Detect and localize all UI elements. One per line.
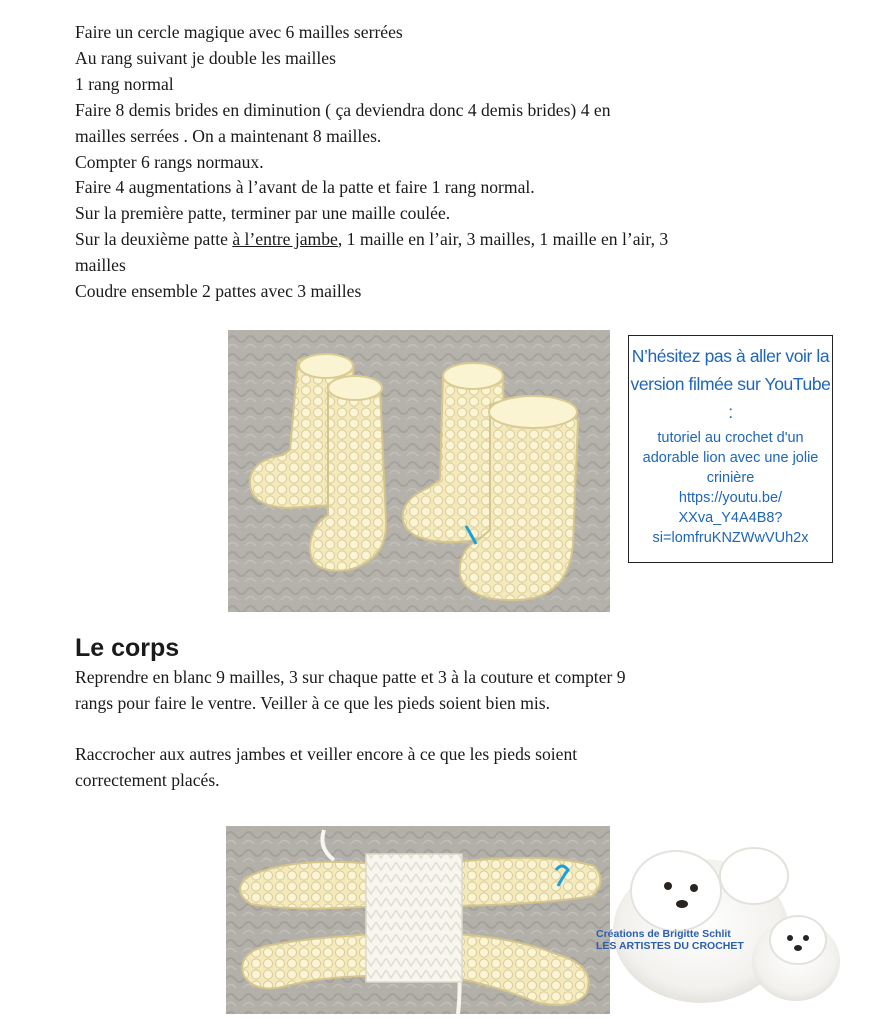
youtube-heading-line: version filmée sur YouTube : xyxy=(630,374,831,422)
youtube-text-line: tutoriel au crochet d'un xyxy=(657,430,804,446)
second-leg-prefix: Sur la deuxième patte xyxy=(75,229,233,250)
dog-nose-icon xyxy=(676,900,688,908)
instruction-line: 1 rang normal xyxy=(75,73,174,94)
dog-nose-icon xyxy=(794,945,802,951)
youtube-heading xyxy=(629,342,832,426)
youtube-info-box xyxy=(628,335,833,563)
watermark-line: LES ARTISTES DU CROCHET xyxy=(596,940,744,952)
youtube-heading-line: N’hésitez pas à aller voir la xyxy=(631,346,830,366)
paragraph-line: rangs pour faire le ventre. Veiller à ce que les pieds soient bien mis. xyxy=(75,692,551,713)
corps-paragraph-2 xyxy=(75,742,815,794)
instruction-line: Faire un cercle magique avec 6 mailles serrées xyxy=(75,22,403,42)
paragraph-line: Reprendre en blanc 9 mailles, 3 sur chaque patte et 3 à la couture et compter 9 xyxy=(75,667,626,687)
instruction-line: mailles serrées . On a maintenant 8 mailles. xyxy=(75,125,382,146)
instruction-line: Faire 8 demis brides en diminution ( ça deviendra donc 4 demis brides) 4 en xyxy=(75,99,611,120)
entre-jambe-underlined: à l’entre jambe xyxy=(232,229,338,250)
second-leg-line xyxy=(75,227,815,253)
big-dog-head xyxy=(631,851,721,931)
crochet-leg-upper-right xyxy=(456,858,601,906)
instruction-line: Faire 4 augmentations à l’avant de la patte et faire 1 rang normal. xyxy=(75,177,535,198)
dog-eye-icon xyxy=(787,935,793,941)
youtube-link[interactable]: si=lomfruKNZWwVUh2x xyxy=(652,530,809,546)
youtube-link[interactable]: XXva_Y4A4B8? xyxy=(678,510,783,526)
instruction-line: Au rang suivant je double les mailles xyxy=(75,47,336,68)
dog-eye-icon xyxy=(690,884,698,892)
intro-instructions xyxy=(75,20,815,305)
watermark-signature xyxy=(596,928,786,952)
youtube-link[interactable]: https://youtu.be/ xyxy=(678,490,783,506)
section-title: Le corps xyxy=(75,634,180,662)
body-photo xyxy=(226,826,610,1014)
second-leg-suffix: , 1 maille en l’air, 3 mailles, 1 maille en l’air, 3 xyxy=(337,229,669,250)
instruction-line: Sur la première patte, terminer par une maille coulée. xyxy=(75,203,451,224)
big-dog-ear xyxy=(720,848,788,904)
youtube-text-line: crinière xyxy=(706,470,755,486)
dog-eye-icon xyxy=(664,882,672,890)
second-leg-line-2: mailles xyxy=(75,255,126,276)
paragraph-line: Raccrocher aux autres jambes et veiller encore à ce que les pieds soient xyxy=(75,744,578,764)
watermark-dogs-image xyxy=(606,836,846,1014)
corps-paragraph-1 xyxy=(75,665,815,717)
legs-photo xyxy=(228,330,610,612)
sew-line: Coudre ensemble 2 pattes avec 3 mailles xyxy=(75,281,362,302)
paragraph-line: correctement placés. xyxy=(75,769,220,790)
youtube-description xyxy=(629,428,832,548)
instruction-line: Compter 6 rangs normaux. xyxy=(75,151,264,172)
watermark-line: Créations de Brigitte Schlit xyxy=(596,928,731,940)
white-belly-panel xyxy=(366,854,462,982)
dog-eye-icon xyxy=(803,935,809,941)
youtube-text-line: adorable lion avec une jolie xyxy=(642,450,819,466)
